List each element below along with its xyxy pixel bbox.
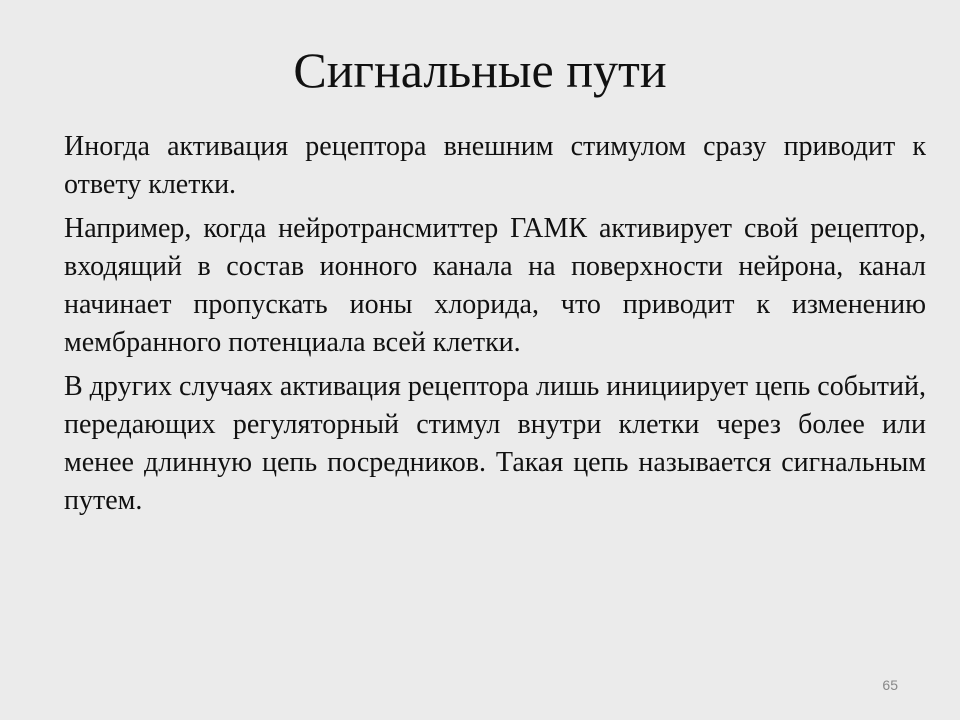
slide-title: Сигнальные пути bbox=[293, 42, 667, 98]
slide-body bbox=[64, 128, 926, 526]
page-number: 65 bbox=[882, 677, 898, 693]
body-paragraph-2: Например, когда нейротрансмиттер ГАМК активирует свой рецептор, входящий в состав ионного канала на поверхности нейрона, канал начинает пропускать ионы хлорида, что приводит к изменению мембранного потенциала всей клетки. bbox=[64, 213, 926, 358]
body-paragraph-1: Иногда активация рецептора внешним стимулом сразу приводит к ответу клетки. bbox=[64, 131, 926, 200]
body-paragraph-3: В других случаях активация рецептора лишь инициирует цепь событий, передающих регуляторный стимул внутри клетки через более или менее длинную цепь посредников. Такая цепь называется сигнальным путем. bbox=[64, 371, 926, 516]
